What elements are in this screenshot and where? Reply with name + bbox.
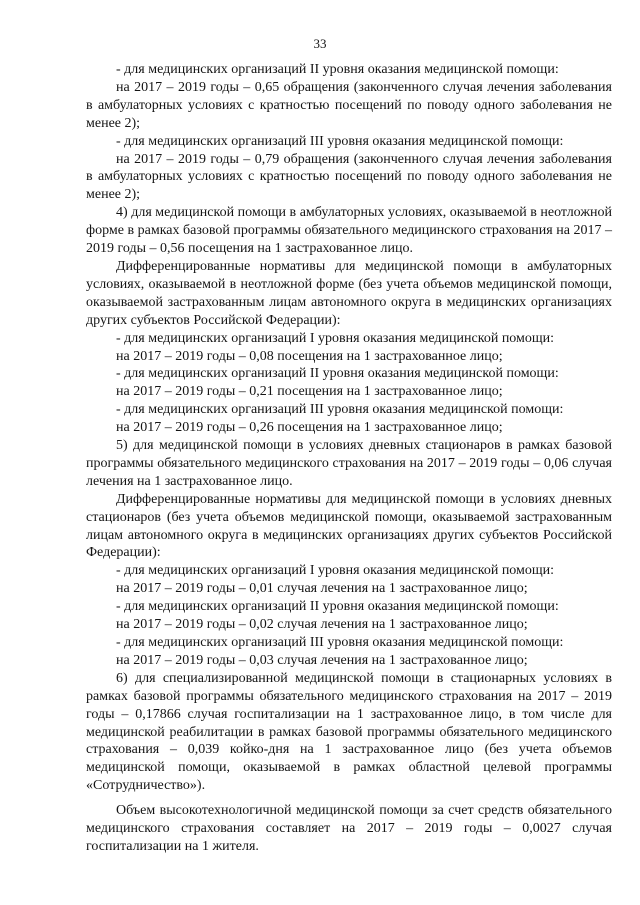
- page-number: 33: [313, 36, 327, 51]
- paragraph: на 2017 – 2019 годы – 0,03 случая лечения на 1 застрахованное лицо;: [116, 652, 528, 668]
- paragraph: - для медицинских организаций III уровня оказания медицинской помощи:: [116, 402, 564, 418]
- document-body: [86, 61, 612, 856]
- paragraph: на 2017 – 2019 годы – 0,08 посещения на 1 застрахованное лицо;: [116, 348, 503, 364]
- paragraph: 6) для специализированной медицинской помощи в стационарных условиях в рамках базовой программы обязательного медицинского страхования на 2017 – 2019 годы – 0,17866 случая госпитализации на 1 застрахованное лицо, в том числе для медицинской реабилитации в рамках базовой программы обязательного медицинского страхования – 0,039 койко-дня на 1 застрахованное лицо (без учета объемов медицинской помощи, оказываемой в рамках областной целевой программы «Сотрудничество»).: [86, 670, 612, 794]
- paragraph: - для медицинских организаций II уровня оказания медицинской помощи:: [116, 62, 559, 77]
- paragraph: - для медицинских организаций III уровня оказания медицинской помощи:: [116, 133, 564, 149]
- paragraph: Объем высокотехнологичной медицинской помощи за счет средств обязательного медицинского страхования составляет на 2017 – 2019 годы – 0,0027 случая госпитализации на 1 жителя.: [86, 803, 612, 854]
- paragraph: на 2017 – 2019 годы – 0,02 случая лечения на 1 застрахованное лицо;: [116, 617, 528, 633]
- paragraph: Дифференцированные нормативы для медицинской помощи в условиях дневных стационаров (без учета объемов медицинской помощи, оказываемой застрахованным лицам автономного округа в медицинских организациях других субъектов Российской Федерации):: [86, 491, 612, 561]
- paragraph: 4) для медицинской помощи в амбулаторных условиях, оказываемой в неотложной форме в рамках базовой программы обязательного медицинского страхования на 2017 – 2019 годы – 0,56 посещения на 1 застрахованное лицо.: [86, 205, 612, 257]
- paragraph: - для медицинских организаций I уровня оказания медицинской помощи:: [116, 330, 555, 346]
- paragraph: - для медицинских организаций III уровня оказания медицинской помощи:: [116, 635, 564, 650]
- paragraph: Дифференцированные нормативы для медицинской помощи в амбулаторных условиях, оказываемой в неотложной форме (без учета объемов медицинской помощи, оказываемой застрахованным лицам автономного округа в медицинских организациях других субъектов Российской Федерации):: [86, 258, 612, 328]
- paragraph: 5) для медицинской помощи в условиях дневных стационаров в рамках базовой программы обязательного медицинского страхования на 2017 – 2019 годы – 0,06 случая лечения на 1 застрахованное лицо.: [86, 438, 612, 489]
- paragraph: на 2017 – 2019 годы – 0,65 обращения (законченного случая лечения заболевания в амбулаторных условиях с кратностью посещений по поводу одного заболевания не менее 2);: [86, 79, 612, 131]
- paragraph: - для медицинских организаций II уровня оказания медицинской помощи:: [116, 599, 559, 615]
- paragraph: на 2017 – 2019 годы – 0,26 посещения на 1 застрахованное лицо;: [116, 420, 503, 436]
- paragraph: - для медицинских организаций II уровня оказания медицинской помощи:: [116, 366, 559, 382]
- paragraph: - для медицинских организаций I уровня оказания медицинской помощи:: [116, 563, 555, 579]
- paragraph: на 2017 – 2019 годы – 0,21 посещения на 1 застрахованное лицо;: [116, 384, 503, 400]
- paragraph: на 2017 – 2019 годы – 0,79 обращения (законченного случая лечения заболевания в амбулаторных условиях с кратностью посещений по поводу одного заболевания не менее 2);: [86, 151, 612, 203]
- paragraph: на 2017 – 2019 годы – 0,01 случая лечения на 1 застрахованное лицо;: [116, 581, 528, 597]
